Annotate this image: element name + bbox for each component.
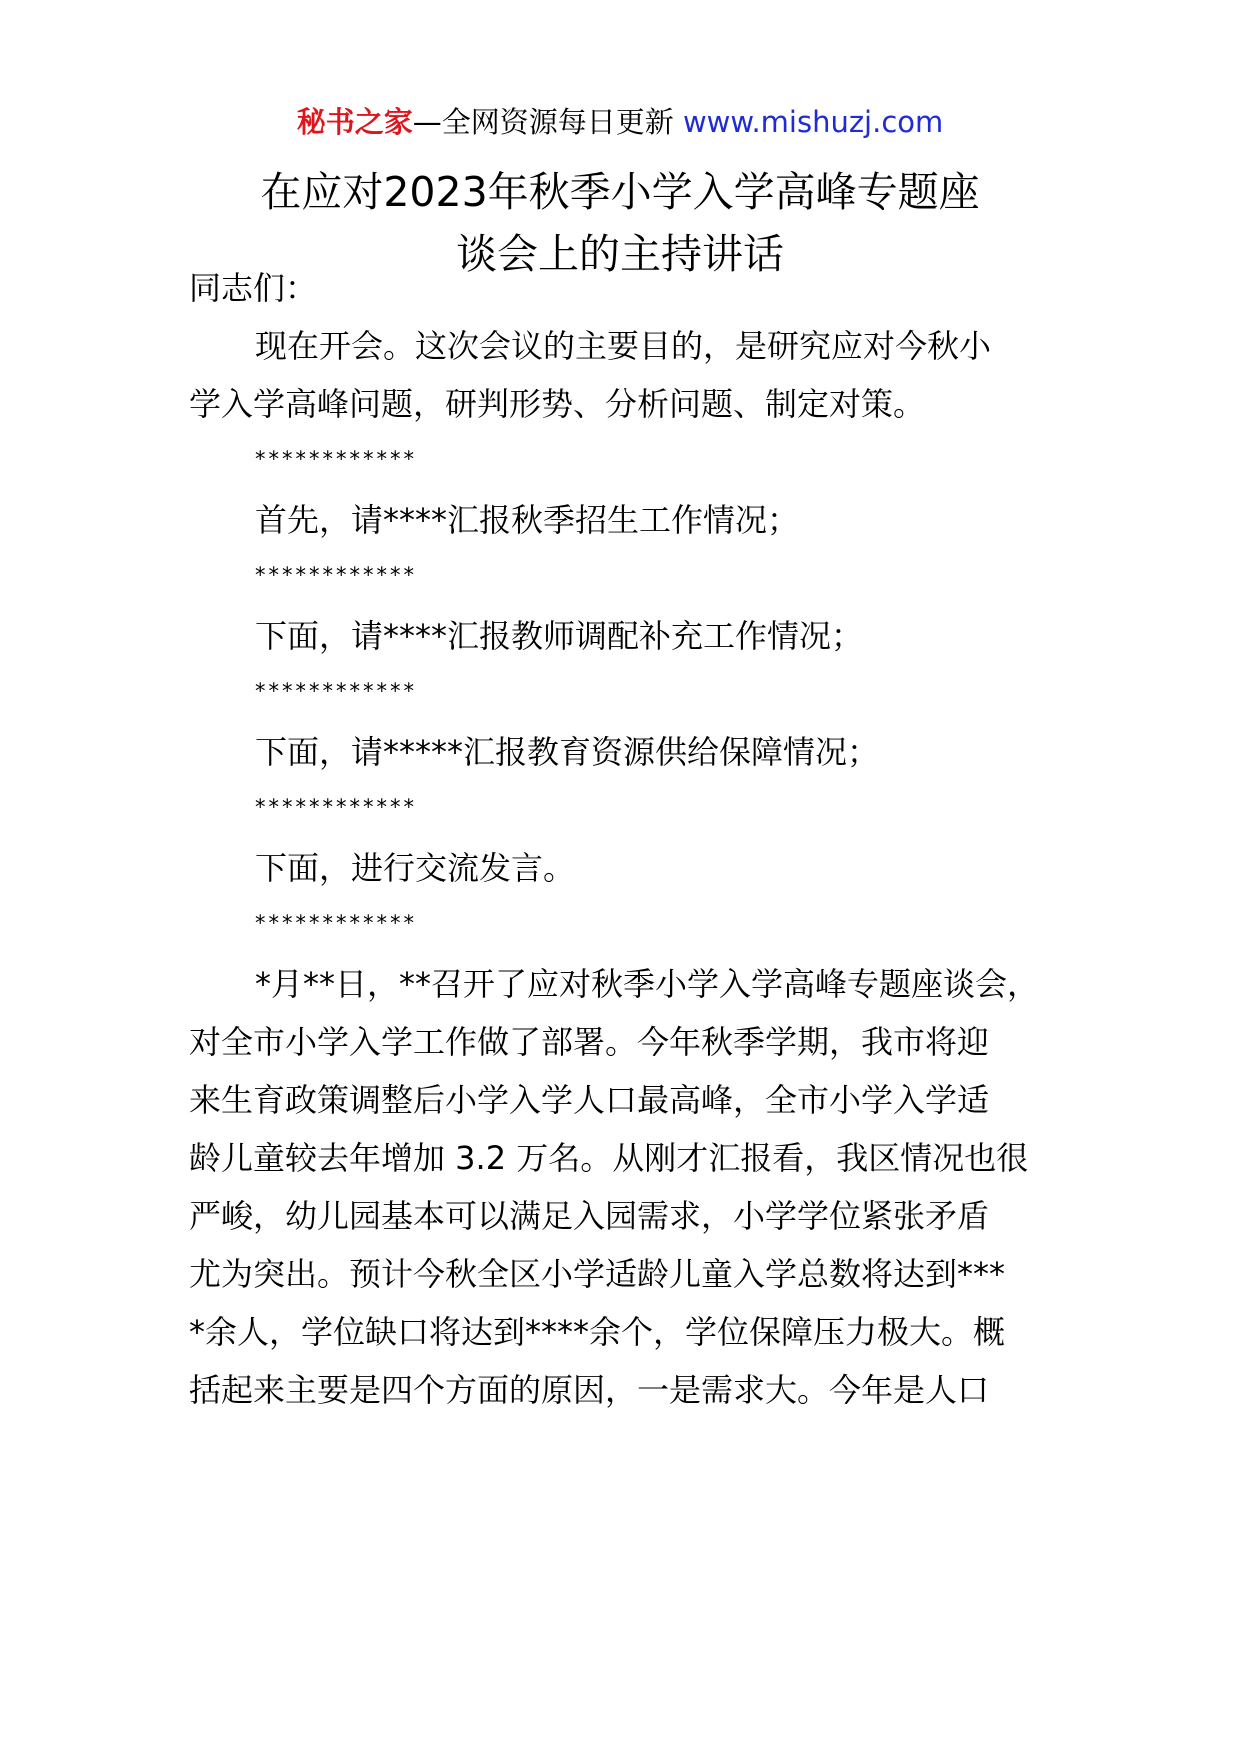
separator: ************ — [255, 679, 417, 703]
site-header — [0, 102, 1240, 142]
brand-name: 秘书之家 — [296, 105, 413, 139]
site-url-link[interactable]: www.mishuzj.com — [682, 105, 944, 139]
separator: ************ — [255, 563, 417, 587]
separator: ************ — [255, 447, 417, 471]
separator: ************ — [255, 911, 417, 935]
paragraph-line-6: 尤为突出。预计今秋全区小学适龄儿童入学总数将达到*** — [189, 1255, 1006, 1293]
paragraph-line-1: *月**日，**召开了应对秋季小学入学高峰专题座谈会， — [255, 965, 1040, 1003]
agenda-item-3: 下面，请*****汇报教育资源供给保障情况； — [255, 733, 880, 771]
agenda-item-2: 下面，请****汇报教师调配补充工作情况； — [255, 617, 864, 655]
agenda-item-4: 下面，进行交流发言。 — [255, 849, 576, 887]
document-title-line-2: 谈会上的主持讲话 — [456, 230, 784, 278]
paragraph-line-4: 龄儿童较去年增加 3.2 万名。从刚才汇报看，我区情况也很 — [189, 1139, 1029, 1177]
paragraph-line-8: 括起来主要是四个方面的原因，一是需求大。今年是人口 — [189, 1371, 990, 1409]
salutation: 同志们： — [189, 269, 318, 307]
separator: ************ — [255, 795, 417, 819]
paragraph-line-5: 严峻，幼儿园基本可以满足入园需求，小学学位紧张矛盾 — [189, 1197, 990, 1235]
document-title-line-1: 在应对2023年秋季小学入学高峰专题座 — [260, 168, 980, 216]
paragraph-line-7: *余人，学位缺口将达到****余个，学位保障压力极大。概 — [189, 1313, 1006, 1351]
agenda-item-1: 首先，请****汇报秋季招生工作情况； — [255, 501, 800, 539]
paragraph-line-2: 对全市小学入学工作做了部署。今年秋季学期，我市将迎 — [189, 1023, 990, 1061]
opening-paragraph-line-2: 学入学高峰问题，研判形势、分析问题、制定对策。 — [189, 385, 926, 423]
paragraph-line-3: 来生育政策调整后小学入学人口最高峰，全市小学入学适 — [189, 1081, 990, 1119]
opening-paragraph-line-1: 现在开会。这次会议的主要目的，是研究应对今秋小 — [255, 327, 992, 365]
header-tagline: —全网资源每日更新 — [412, 105, 674, 139]
